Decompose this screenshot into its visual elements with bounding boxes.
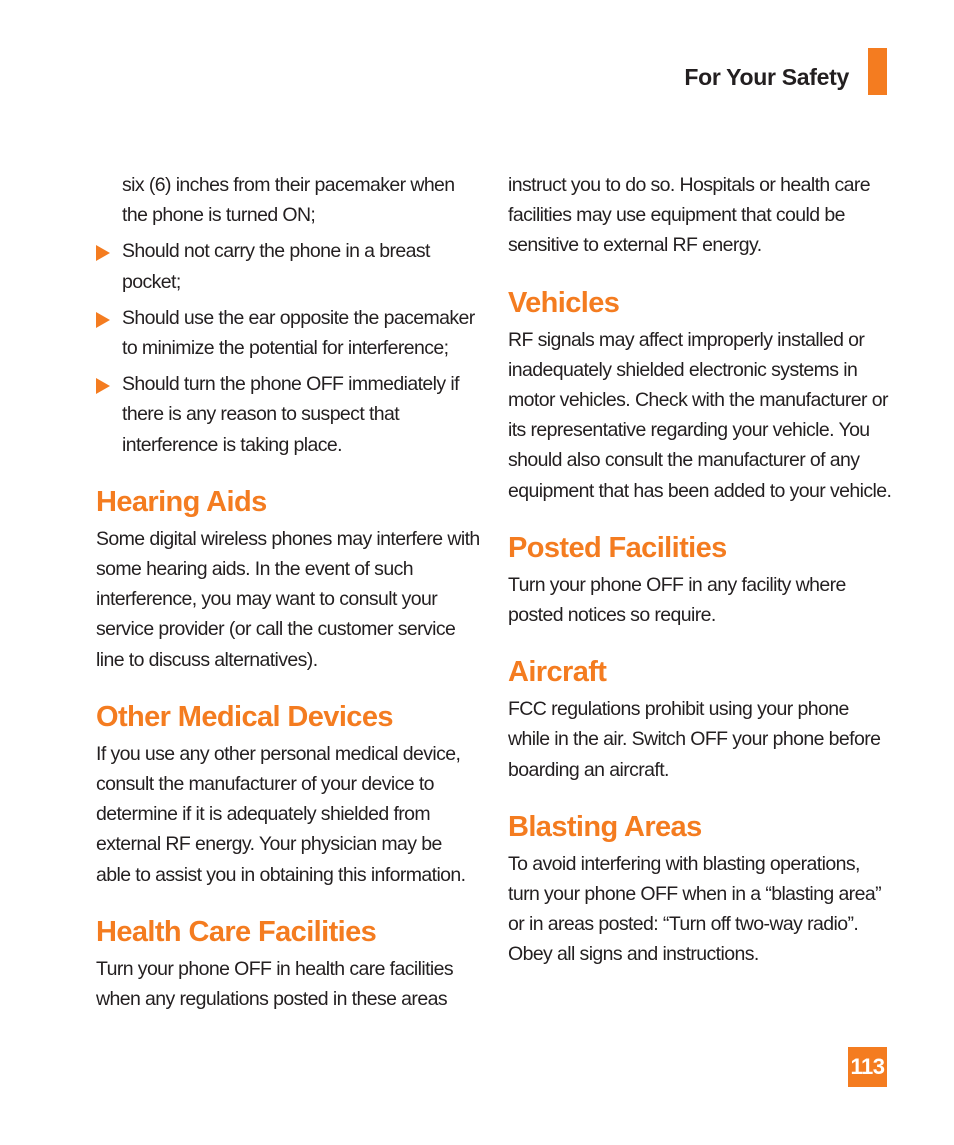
bullet-arrow-icon	[96, 378, 110, 394]
bullet-arrow-icon	[96, 245, 110, 261]
header-accent-bar	[868, 48, 887, 95]
section-heading: Posted Facilities	[508, 531, 727, 564]
section-heading: Other Medical Devices	[96, 700, 393, 733]
section-heading: Hearing Aids	[96, 485, 267, 518]
left-column	[96, 170, 481, 1014]
continuation-text: six (6) inches from their pacemaker when the phone is turned ON;	[122, 174, 455, 227]
section-body: Turn your phone OFF in health care facilities when any regulations posted in these areas	[96, 957, 454, 1011]
section-body: FCC regulations prohibit using your phone while in the air. Switch OFF your phone before boarding an aircraft.	[508, 698, 881, 781]
bullet-item	[96, 236, 481, 296]
section-blasting-areas	[508, 809, 893, 970]
bullet-item	[96, 369, 481, 460]
section-aircraft	[508, 654, 893, 785]
continuation-text: instruct you to do so. Hospitals or health care facilities may use equipment that could be sensitive to external RF energy.	[508, 174, 871, 257]
section-body: Turn your phone OFF in any facility where posted notices so require.	[508, 573, 846, 627]
section-body: If you use any other personal medical device, consult the manufacturer of your device to determine if it is adequately shielded from external RF energy. Your physician may be able to assist you in obtaining this information.	[96, 742, 466, 886]
section-body: To avoid interfering with blasting operations, turn your phone OFF when in a “blasting area” or in areas posted: “Turn off two-way radio”. Obey all signs and instructions.	[508, 852, 881, 966]
section-heading: Health Care Facilities	[96, 915, 377, 948]
section-vehicles	[508, 285, 893, 506]
section-heading: Blasting Areas	[508, 810, 702, 843]
section-heading: Vehicles	[508, 286, 620, 319]
page-number: 113	[848, 1047, 887, 1087]
section-hearing-aids	[96, 484, 481, 675]
bullet-text: Should turn the phone OFF immediately if there is any reason to suspect that interference is taking place.	[122, 373, 459, 456]
bullet-item	[96, 303, 481, 363]
section-posted-facilities	[508, 530, 893, 630]
section-heading: Aircraft	[508, 656, 607, 689]
header-title: For Your Safety	[684, 64, 849, 90]
section-health-care-facilities	[96, 914, 481, 1014]
section-other-medical-devices	[96, 699, 481, 890]
right-column	[508, 170, 893, 970]
bullet-text: Should not carry the phone in a breast pocket;	[122, 240, 430, 293]
section-body: RF signals may affect improperly installed or inadequately shielded electronic systems in motor vehicles. Check with the manufacturer or its representative regarding your vehicle. You should also consult the manufacturer of any equipment that has been added to your vehicle.	[508, 328, 892, 502]
bullet-arrow-icon	[96, 312, 110, 328]
bullet-text: Should use the ear opposite the pacemaker to minimize the potential for interference;	[122, 306, 475, 360]
section-body: Some digital wireless phones may interfere with some hearing aids. In the event of such interference, you may want to consult your service provider (or call the customer service line to discuss alternatives).	[96, 527, 480, 671]
